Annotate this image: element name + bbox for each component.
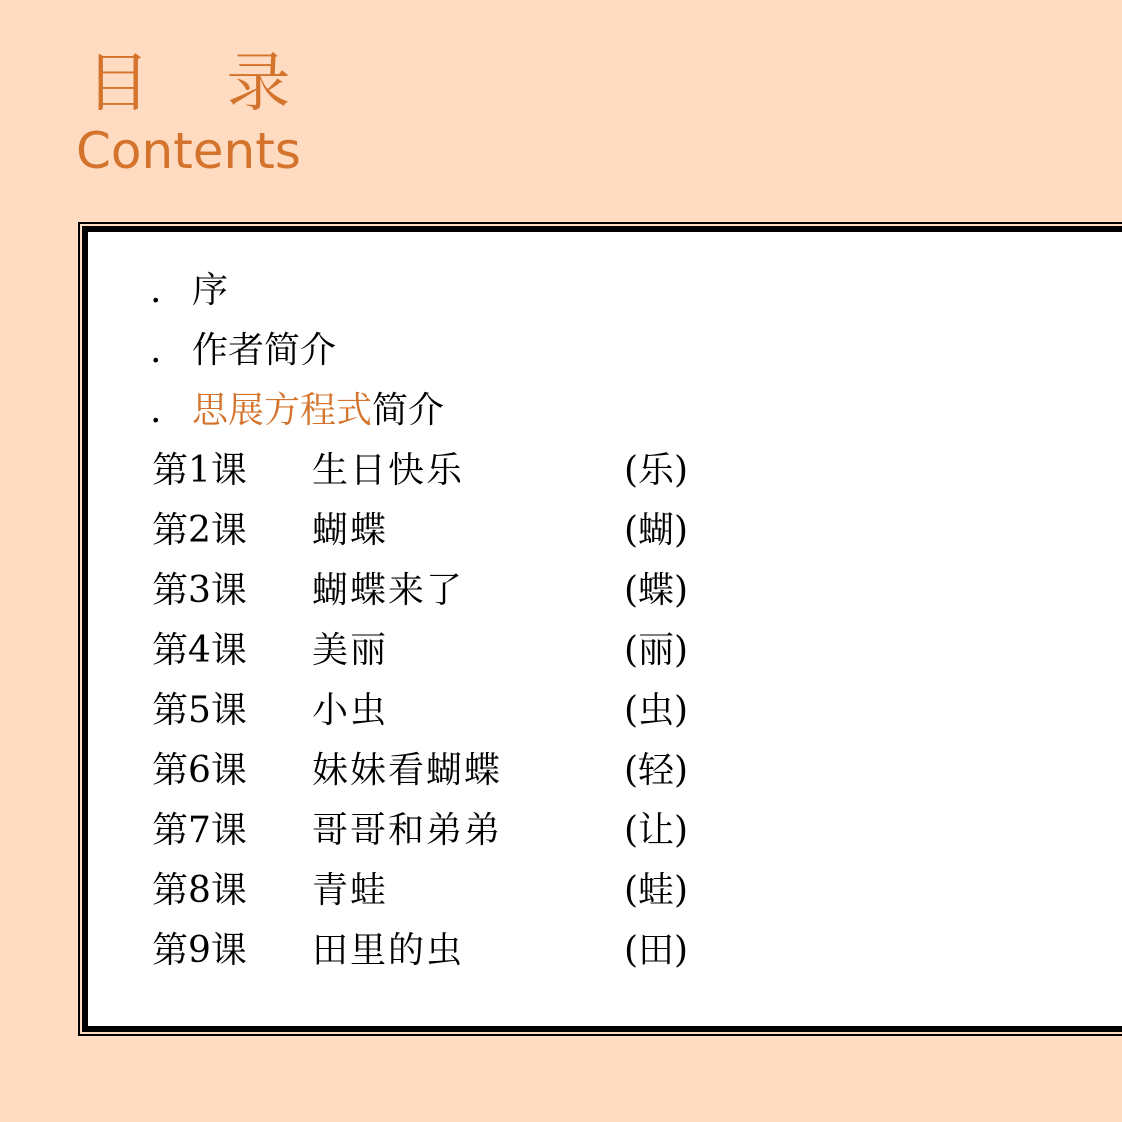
lesson-title: 妹妹看蝴蝶 <box>312 750 503 791</box>
lesson-row-5[interactable] <box>152 686 712 736</box>
lesson-key-character: (虫) <box>624 690 689 731</box>
lesson-key-character: (轻) <box>624 750 689 791</box>
lesson-number: 第8课 <box>152 870 247 911</box>
intro-item-preface[interactable] <box>150 266 228 316</box>
lesson-title: 蝴蝶 <box>312 510 389 551</box>
lesson-title: 小虫 <box>312 690 389 731</box>
lesson-row-7[interactable] <box>152 806 712 856</box>
intro-item-label: 作者简介 <box>192 330 337 371</box>
lesson-number: 第5课 <box>152 690 247 731</box>
intro-item-highlight: 思展方程式 <box>192 390 373 431</box>
lesson-row-8[interactable] <box>152 866 712 916</box>
lesson-row-1[interactable] <box>152 446 712 496</box>
bullet: . <box>150 330 162 371</box>
lesson-key-character: (蝶) <box>624 570 689 611</box>
page-title-chinese: 目 录 <box>86 47 319 121</box>
page-title-english: Contents <box>76 122 301 180</box>
bullet: . <box>150 270 162 311</box>
lesson-title: 青蛙 <box>312 870 389 911</box>
lesson-key-character: (蝴) <box>624 510 689 551</box>
lesson-key-character: (乐) <box>624 450 689 491</box>
lesson-title: 蝴蝶来了 <box>312 570 465 611</box>
lesson-number: 第9课 <box>152 930 247 971</box>
bullet: . <box>150 390 162 431</box>
lesson-title: 生日快乐 <box>312 450 465 491</box>
lesson-number: 第2课 <box>152 510 247 551</box>
lesson-number: 第6课 <box>152 750 247 791</box>
intro-item-label: 序 <box>192 270 229 311</box>
lesson-row-4[interactable] <box>152 626 712 676</box>
lesson-row-2[interactable] <box>152 506 712 556</box>
lesson-key-character: (丽) <box>624 630 689 671</box>
intro-item-label: 简介 <box>372 390 445 431</box>
lesson-number: 第4课 <box>152 630 247 671</box>
lesson-row-9[interactable] <box>152 926 712 976</box>
intro-item-author[interactable] <box>150 326 336 376</box>
lesson-row-6[interactable] <box>152 746 712 796</box>
lesson-number: 第3课 <box>152 570 247 611</box>
lesson-key-character: (让) <box>624 810 689 851</box>
lesson-title: 田里的虫 <box>312 930 465 971</box>
lesson-row-3[interactable] <box>152 566 712 616</box>
lesson-number: 第1课 <box>152 450 247 491</box>
lesson-key-character: (田) <box>624 930 689 971</box>
lesson-title: 美丽 <box>312 630 389 671</box>
lesson-key-character: (蛙) <box>624 870 689 911</box>
lesson-number: 第7课 <box>152 810 247 851</box>
lesson-title: 哥哥和弟弟 <box>312 810 503 851</box>
intro-item-method[interactable] <box>150 386 444 436</box>
